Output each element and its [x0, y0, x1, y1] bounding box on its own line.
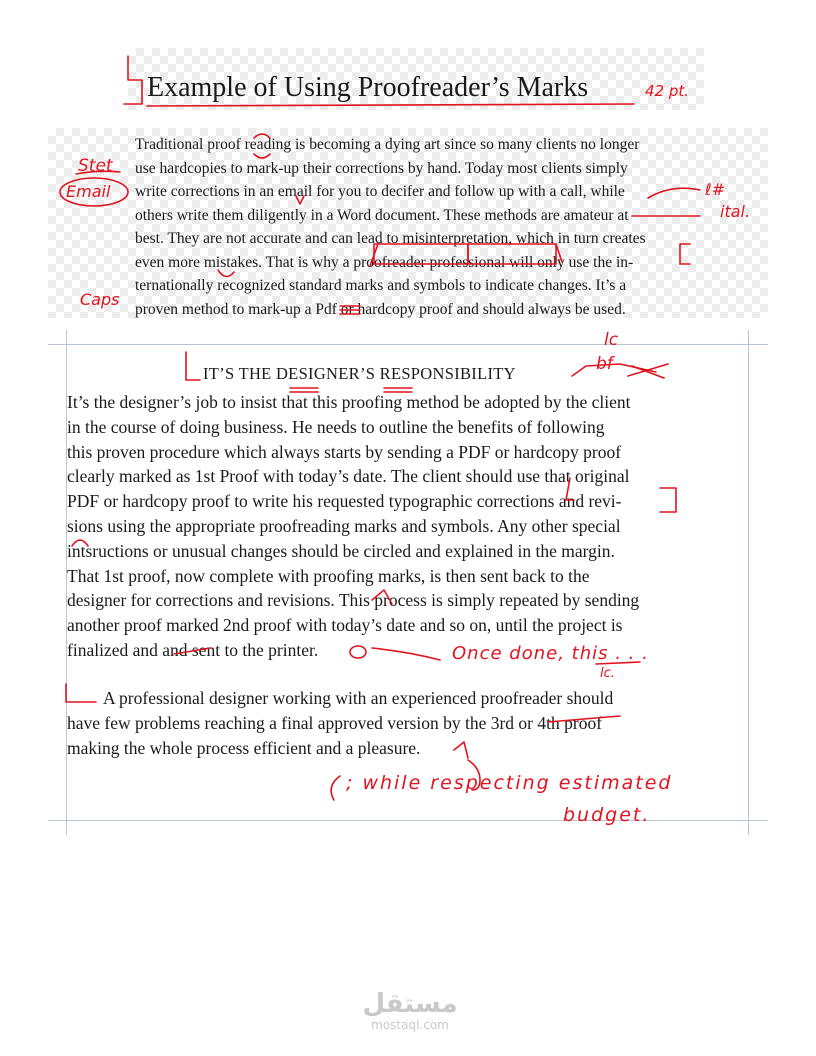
annotation-lc-bottom: lc. — [600, 666, 615, 681]
intro-line: even more mistakes. That is why a proofreader professional will only use the in- — [135, 253, 634, 271]
closing-line: have few problems reaching a final approved version by the 3rd or 4th proof — [67, 712, 603, 733]
closing-line: making the whole process efficient and a pleasure. — [67, 737, 421, 758]
watermark-latin: mostaql.com — [371, 1018, 449, 1032]
intro-line: write corrections in an email for you to decifer and follow up with a call, while — [135, 183, 625, 200]
watermark-logo — [355, 990, 465, 1032]
annotation-stet: Stet — [78, 156, 113, 176]
intro-paragraph — [135, 133, 646, 321]
section-heading: IT’S THE DESIGNER’S RESPONSIBILITY — [203, 364, 516, 383]
body-line: intsructions or unusual changes should be circled and explained in the margin. — [67, 540, 615, 561]
body-line: in the course of doing business. He needs to outline the benefits of following — [67, 416, 605, 437]
annotation-caps: Caps — [80, 290, 120, 309]
annotation-bf: bf — [596, 354, 613, 374]
body-line: another proof marked 2nd proof with today’s date and so on, until the project is — [67, 615, 623, 636]
annotation-while-line1: ; while respecting estimated — [346, 772, 673, 794]
closing-line: A professional designer working with an experienced proofreader should — [103, 688, 614, 708]
body-paragraph — [67, 390, 639, 663]
body-line: clearly marked as 1st Proof with today’s date. The client should use that original — [67, 466, 630, 487]
body-line: finalized and and sent to the printer. — [67, 639, 319, 660]
annotation-email: Email — [66, 182, 111, 201]
body-line: sions using the appropriate proofreading marks and symbols. Any other special — [67, 515, 621, 536]
watermark-arabic: مستقل — [362, 989, 458, 1019]
annotation-while-line2: budget. — [563, 804, 651, 826]
body-line: It’s the designer’s job to insist that this proofing method be adopted by the client — [67, 392, 631, 412]
annotation-lc-top: lc — [604, 330, 619, 350]
body-line: PDF or hardcopy proof to write his requested typographic corrections and revi- — [67, 491, 622, 512]
annotation-title-size: 42 pt. — [645, 82, 690, 100]
annotation-ell-hash: ℓ# — [705, 180, 726, 199]
intro-line: ternationally recognized standard marks and symbols to indicate changes. It’s a — [135, 277, 627, 294]
annotation-ital: ital. — [720, 202, 751, 221]
closing-paragraph — [67, 686, 613, 760]
intro-line: others write them diligently in a Word document. These methods are amateur at — [135, 206, 629, 224]
annotation-once-done: Once done, this . . . — [452, 643, 649, 664]
body-line: designer for corrections and revisions. This process is simply repeated by sending — [67, 590, 640, 611]
intro-line: use hardcopies to mark-up their corrections by hand. Today most clients simply — [135, 159, 628, 177]
page-title: Example of Using Proofreader’s Marks — [147, 72, 589, 103]
body-line: this proven procedure which always starts by sending a PDF or hardcopy proof — [67, 441, 622, 462]
body-line: That 1st proof, now complete with proofing marks, is then sent back to the — [67, 565, 590, 586]
intro-line: Traditional proof reading is becoming a dying art since so many clients no longer — [135, 136, 640, 153]
intro-line: best. They are not accurate and can lead to misinterpretation, which in turn creates — [135, 230, 646, 247]
intro-line: proven method to mark-up a Pdf or hardcopy proof and should always be used. — [135, 300, 626, 318]
